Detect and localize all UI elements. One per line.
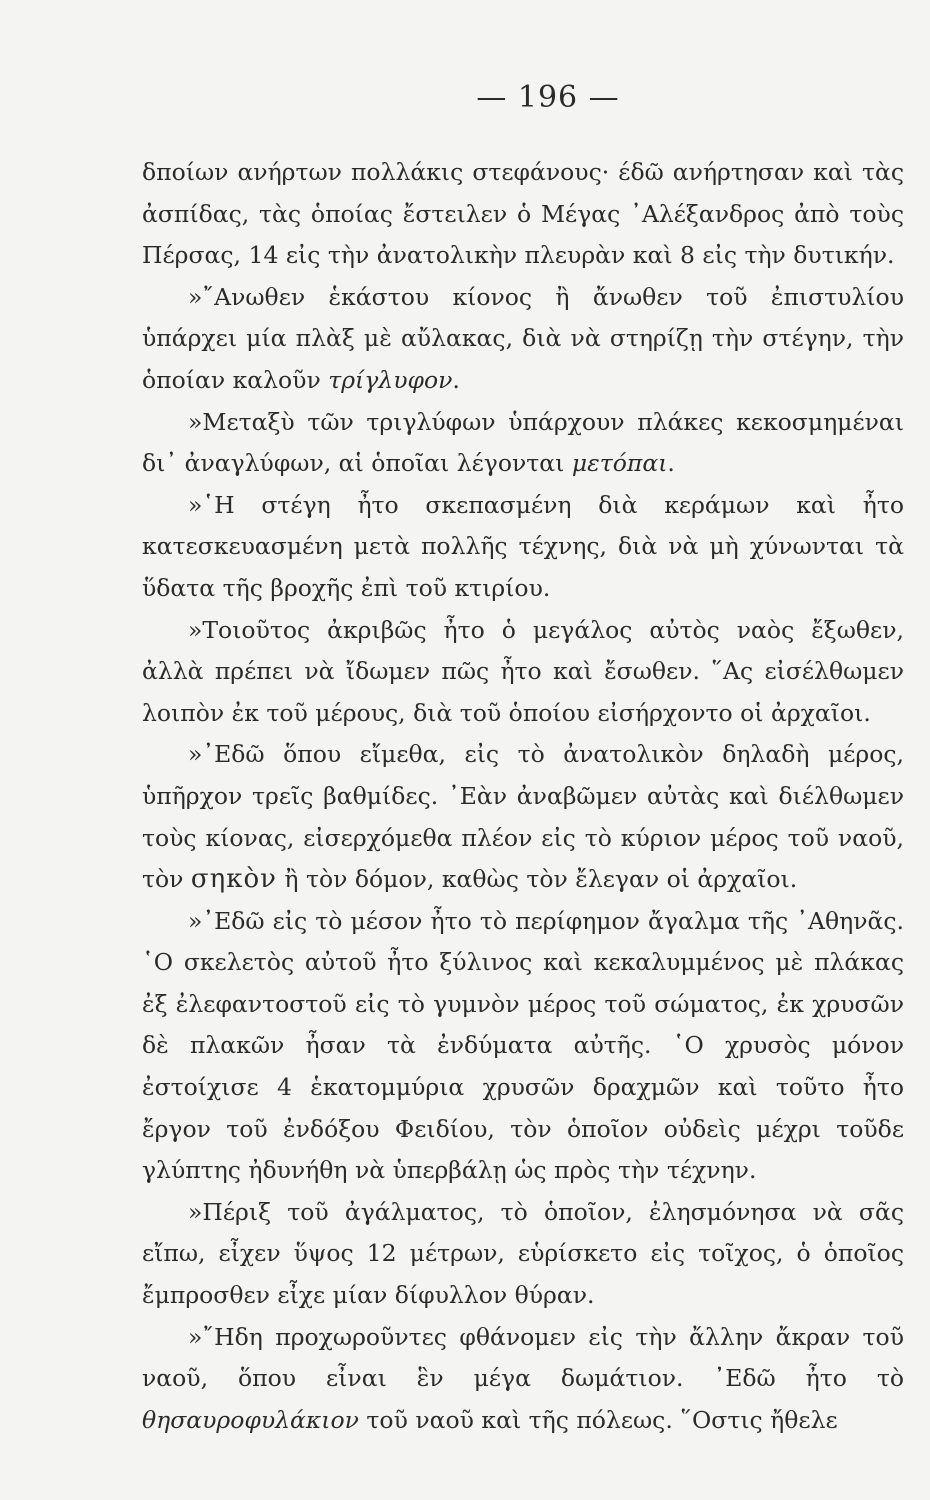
text-segment: »᾽Εδῶ εἰς τὸ μέσον ἦτο τὸ περίφημον ἄγαλμα τῆς ᾽Αθηνᾶς. ῾Ο σκελετὸς αὐτοῦ ἦτο ξύλινος καὶ κεκαλυμμένος μὲ πλάκας ἐξ ἐλεφαντοστοῦ εἰς τὸ γυμνὸν μέρος τοῦ σώματος, ἐκ χρυσῶν δὲ πλακῶν ἦσαν τὰ ἐνδύματα αὐτῆς. ῾Ο χρυσὸς μόνον ἐστοίχισε 4 ἑκατομμύρια χρυσῶν δραχμῶν καὶ τοῦτο ἦτο ἔργον τοῦ ἐνδόξου Φειδίου, τὸν ὁποῖον οὐδεὶς μέχρι τοῦδε γλύπτης ἠδυνήθη νὰ ὑπερβάλῃ ὡς πρὸς τὴν τέχνην. (142, 906, 904, 1185)
paragraph (142, 277, 904, 402)
paragraph (142, 1317, 904, 1442)
text-segment: »῾Η στέγη ἦτο σκεπασμένη διὰ κεράμων καὶ ἦτο κατεσκευασμένη μετὰ πολλῆς τέχνης, διὰ νὰ μὴ χύνωνται τὰ ὕδατα τῆς βροχῆς ἐπὶ τοῦ κτιρίου. (142, 490, 904, 602)
paragraph (142, 734, 904, 900)
text-segment: »῎Ηδη προχωροῦντες φθάνομεν εἰς τὴν ἄλλην ἄκραν τοῦ ναοῦ, ὅπου εἶναι ἓν μέγα δωμάτιον. ᾽Εδῶ ἦτο τὸ (142, 1322, 904, 1393)
emphasized-term: μετόπαι (571, 449, 668, 478)
paragraph (142, 1192, 904, 1317)
paragraph (142, 402, 904, 485)
text-segment: »Πέριξ τοῦ ἀγάλματος, τὸ ὁποῖον, ἐλησμόνησα νὰ σᾶς εἴπω, εἶχεν ὕψος 12 μέτρων, εὑρίσκετο εἰς τοῖχος, ὁ ὁποῖος ἔμπροσθεν εἶχε μίαν δίφυλλον θύραν. (142, 1197, 904, 1310)
text-segment: »᾽Εδῶ ὅπου εἴμεθα, εἰς τὸ ἀνατολικὸν δηλαδὴ μέρος, ὑπῆρχον τρεῖς βαθμίδες. ᾽Εὰν ἀναβῶμεν αὐτὰς καὶ διέλθωμεν τοὺς κίονας, εἰσερχόμεθα πλέον εἰς τὸ κύριον μέρος τοῦ ναοῦ, τὸν (142, 740, 904, 894)
text-segment: ἢ τὸν δόμον, καθὼς τὸν ἔλεγαν οἱ ἀρχαῖοι. (276, 865, 798, 894)
body-text (142, 152, 904, 1441)
emphasized-term: σηκὸν (190, 864, 277, 895)
emphasized-term: τρίγλυφον (328, 365, 453, 394)
text-segment: τοῦ ναοῦ καὶ τῆς πόλεως. ῞Οστις ἤθελε (358, 1405, 838, 1434)
page-number: — 196 — (476, 80, 620, 115)
paragraph (142, 901, 904, 1192)
paragraph (142, 610, 904, 735)
text-segment: »Τοιοῦτος ἀκριβῶς ἦτο ὁ μεγάλος αὐτὸς ναὸς ἔξωθεν, ἀλλὰ πρέπει νὰ ἴδωμεν πῶς ἦτο καὶ ἔσωθεν. ῞Ας εἰσέλθωμεν λοιπὸν ἐκ τοῦ μέρους, διὰ τοῦ ὁποίου εἰσήρχοντο οἱ ἀρχαῖοι. (142, 615, 904, 727)
paragraph (142, 152, 904, 277)
text-segment: . (452, 365, 460, 394)
text-segment: »῎Ανωθεν ἑκάστου κίονος ἢ ἄνωθεν τοῦ ἐπιστυλίου ὑπάρχει μία πλὰξ μὲ αὔλακας, διὰ νὰ στηρίζῃ τὴν στέγην, τὴν ὁποίαν καλοῦν (142, 282, 904, 394)
emphasized-term: θησαυροφυλάκιον (142, 1405, 359, 1434)
text-segment: δποίων ανήρτων πολλάκις στεφάνους· έδῶ ανήρτησαν καὶ τὰς ἀσπίδας, τὰς ὁποίας ἔστειλεν ὁ Μέγας ᾽Αλέξανδρος ἀπὸ τοὺς Πέρσας, 14 εἰς τὴν ἀνατολικὴν πλευρὰν καὶ 8 εἰς τὴν δυτικήν. (142, 158, 904, 270)
text-segment: »Μεταξὺ τῶν τριγλύφων ὑπάρχουν πλάκες κεκοσμημέναι δι᾽ ἀναγλύφων, αἱ ὁποῖαι λέγονται (142, 407, 904, 478)
text-segment: . (667, 449, 675, 478)
paragraph (142, 485, 904, 610)
